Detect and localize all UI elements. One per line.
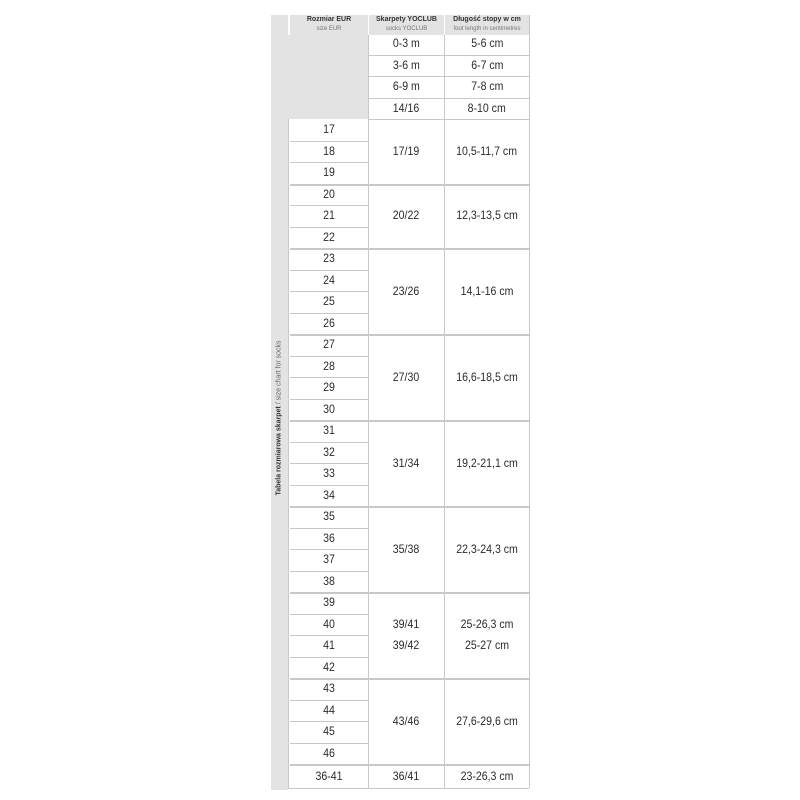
foot-length-cell-text: 25-26,3 cm bbox=[460, 617, 514, 631]
foot-length-cell-text: 5-6 cm bbox=[470, 36, 504, 51]
table-side-title: Tabela rozmiarowa skarpet / size chart for socks bbox=[275, 340, 283, 496]
sock-size-cell-text: 43/46 bbox=[393, 713, 420, 728]
sock-size-cell-text: 20/22 bbox=[393, 208, 420, 223]
eur-size-cell: 31 bbox=[323, 423, 335, 437]
eur-size-cell: 27 bbox=[323, 337, 335, 351]
sock-size-cell bbox=[369, 248, 444, 334]
foot-length-cell bbox=[445, 592, 529, 678]
sock-size-cell bbox=[369, 184, 444, 249]
eur-size-cell: 36 bbox=[323, 530, 335, 545]
eur-size-cell: 44 bbox=[323, 702, 335, 717]
eur-size-cell: 17 bbox=[323, 122, 335, 136]
eur-size-cell: 35 bbox=[323, 509, 335, 523]
foot-length-cell-text: 25-27 cm bbox=[464, 638, 510, 652]
eur-size-cell: 25 bbox=[323, 294, 335, 308]
foot-length-cell-text: 6-7 cm bbox=[470, 57, 504, 72]
sock-size-cell-text: 27/30 bbox=[393, 369, 420, 384]
foot-length-cell-text: 12,3-13,5 cm bbox=[456, 208, 518, 223]
foot-length-cell bbox=[445, 248, 529, 334]
eur-size-cell: 45 bbox=[323, 724, 335, 738]
sock-size-cell-text: 39/42 bbox=[393, 638, 420, 652]
sock-size-cell-text: 0-3 m bbox=[392, 36, 421, 51]
eur-size-cell: 32 bbox=[323, 444, 335, 459]
foot-length-cell bbox=[445, 55, 529, 77]
sock-size-cell-text: 6-9 m bbox=[392, 79, 421, 94]
sock-size-cell bbox=[369, 33, 444, 55]
sock-size-cell bbox=[369, 76, 444, 98]
eur-size-cell: 37 bbox=[323, 552, 335, 566]
sock-size-cell bbox=[369, 55, 444, 77]
sock-size-cell bbox=[369, 420, 444, 506]
header-sock-size: Skarpety YOCLUB socks YOCLUB bbox=[369, 15, 444, 35]
sock-size-cell bbox=[369, 766, 444, 788]
eur-size-cell: 34 bbox=[323, 487, 335, 502]
header-eur-size: Rozmiar EUR size EUR bbox=[290, 15, 368, 35]
sock-size-cell-text: 17/19 bbox=[393, 143, 420, 158]
foot-length-cell bbox=[445, 420, 529, 506]
sock-size-cell bbox=[369, 592, 444, 678]
eur-size-cell: 41 bbox=[323, 638, 335, 652]
eur-size-cell: 20 bbox=[323, 186, 335, 201]
header-foot-length: Długość stopy w cm foot length in centimetres bbox=[445, 15, 529, 35]
eur-size-cell: 23 bbox=[323, 251, 335, 265]
sock-size-cell-text: 39/41 bbox=[393, 617, 420, 631]
eur-size-cell: 18 bbox=[323, 143, 335, 158]
grid-line bbox=[529, 15, 530, 788]
foot-length-cell bbox=[445, 506, 529, 592]
grid-line bbox=[288, 788, 529, 789]
foot-length-cell-text: 7-8 cm bbox=[470, 79, 504, 94]
sock-size-cell bbox=[369, 678, 444, 764]
eur-size-cell: 33 bbox=[323, 466, 335, 480]
eur-size-cell: 43 bbox=[323, 681, 335, 695]
sock-size-cell-text: 36/41 bbox=[393, 769, 420, 784]
foot-length-cell-text: 22,3-24,3 cm bbox=[456, 541, 518, 556]
foot-length-cell bbox=[445, 33, 529, 55]
sock-size-cell bbox=[369, 119, 444, 184]
grid-line bbox=[444, 35, 445, 788]
foot-length-cell-text: 27,6-29,6 cm bbox=[456, 713, 518, 728]
eur-size-cell: 46 bbox=[323, 745, 335, 760]
infant-eur-placeholder bbox=[288, 35, 368, 119]
foot-length-cell bbox=[445, 76, 529, 98]
foot-length-cell bbox=[445, 119, 529, 184]
foot-length-cell-text: 16,6-18,5 cm bbox=[456, 369, 518, 384]
foot-length-cell bbox=[445, 766, 529, 788]
eur-size-cell: 38 bbox=[323, 573, 335, 588]
foot-length-cell-text: 14,1-16 cm bbox=[460, 283, 514, 298]
sock-size-cell-text: 14/16 bbox=[393, 100, 420, 115]
eur-size-cell: 36-41 bbox=[315, 769, 343, 783]
eur-size-cell: 28 bbox=[323, 358, 335, 373]
sock-size-cell bbox=[369, 506, 444, 592]
grid-line bbox=[368, 35, 369, 788]
foot-length-cell-text: 23-26,3 cm bbox=[460, 769, 514, 784]
foot-length-cell bbox=[445, 98, 529, 120]
sock-size-cell-text: 31/34 bbox=[393, 455, 420, 470]
eur-size-cell: 22 bbox=[323, 229, 335, 244]
eur-size-cell: 40 bbox=[323, 616, 335, 631]
sock-size-cell bbox=[369, 98, 444, 120]
sock-size-cell bbox=[369, 334, 444, 420]
foot-length-cell bbox=[445, 334, 529, 420]
sock-size-cell-text: 23/26 bbox=[393, 283, 420, 298]
eur-size-cell: 19 bbox=[323, 165, 335, 179]
eur-size-cell: 39 bbox=[323, 595, 335, 609]
eur-size-cell: 42 bbox=[323, 659, 335, 674]
sock-size-cell-text: 35/38 bbox=[393, 541, 420, 556]
foot-length-cell-text: 10,5-11,7 cm bbox=[456, 143, 518, 158]
foot-length-cell-text: 19,2-21,1 cm bbox=[456, 455, 518, 470]
foot-length-cell-text: 8-10 cm bbox=[467, 100, 507, 115]
grid-line bbox=[288, 119, 289, 788]
foot-length-cell bbox=[445, 184, 529, 249]
sock-size-cell-text: 3-6 m bbox=[392, 57, 421, 72]
eur-size-cell: 24 bbox=[323, 272, 335, 287]
eur-size-cell: 26 bbox=[323, 315, 335, 330]
eur-size-cell: 29 bbox=[323, 380, 335, 394]
eur-size-cell: 21 bbox=[323, 208, 335, 222]
foot-length-cell bbox=[445, 678, 529, 764]
eur-size-cell: 30 bbox=[323, 401, 335, 416]
